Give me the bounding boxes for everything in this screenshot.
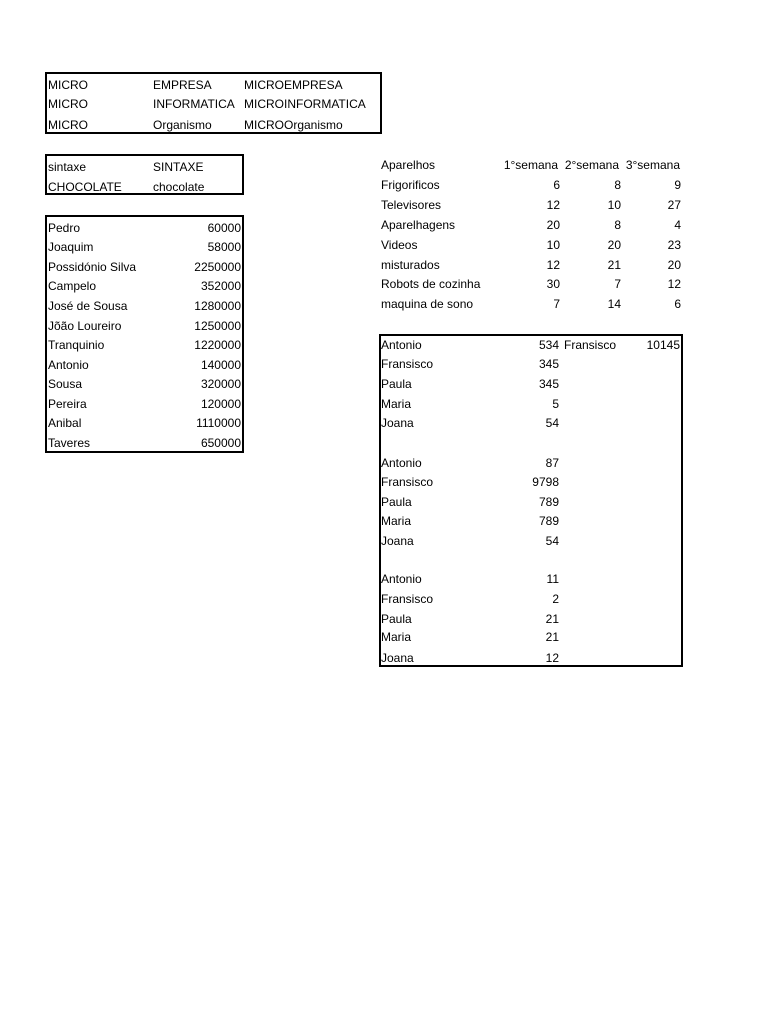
table-row [47, 94, 380, 114]
cell[interactable]: Maria [381, 630, 412, 644]
cell[interactable]: 7 [614, 277, 621, 291]
people-table [45, 215, 244, 453]
cell[interactable]: 30 [546, 277, 560, 291]
cell[interactable]: Joana [381, 416, 414, 430]
table-row [47, 335, 242, 355]
cell[interactable]: 58000 [207, 240, 241, 254]
table-row [381, 492, 681, 512]
cell[interactable]: José de Sousa [48, 299, 128, 313]
cell[interactable]: Videos [381, 238, 418, 252]
cell[interactable]: Organismo [153, 118, 212, 132]
table-row [47, 374, 242, 394]
table-row [380, 274, 682, 294]
cell[interactable]: MICRO [48, 97, 88, 111]
table-row [380, 175, 682, 195]
cell[interactable]: Antonio [381, 456, 422, 470]
table-row [381, 627, 681, 647]
cell[interactable]: 27 [667, 198, 681, 212]
cell[interactable]: 789 [538, 495, 559, 509]
cell[interactable]: Paula [381, 377, 412, 391]
table-header-row [380, 155, 682, 175]
cell[interactable]: Fransisco [381, 357, 434, 371]
cell[interactable]: 20 [546, 218, 560, 232]
table-row [381, 531, 681, 551]
cell[interactable]: Pereira [48, 397, 87, 411]
cell[interactable]: 87 [545, 456, 559, 470]
table-row [47, 218, 242, 238]
cell[interactable]: 4 [674, 218, 681, 232]
cell[interactable]: 650000 [200, 436, 241, 450]
table-row [47, 296, 242, 316]
cell[interactable]: 14 [607, 297, 621, 311]
cell[interactable]: Sousa [48, 377, 83, 391]
table-row [47, 355, 242, 375]
table-row [381, 589, 681, 609]
table-row [47, 257, 242, 277]
cell[interactable]: Maria [381, 397, 412, 411]
column-header[interactable]: 3°semana [625, 158, 680, 172]
cell[interactable]: Fransisco [381, 592, 434, 606]
table-row [380, 215, 682, 235]
cell[interactable]: 20 [667, 258, 681, 272]
cell[interactable]: 345 [538, 377, 559, 391]
cell[interactable]: Joana [381, 534, 414, 548]
cell[interactable]: 8 [614, 178, 621, 192]
cell[interactable]: 6 [674, 297, 681, 311]
cell[interactable]: 23 [667, 238, 681, 252]
column-header[interactable]: Aparelhos [381, 158, 436, 172]
cell[interactable]: 9 [674, 178, 681, 192]
cell[interactable]: 1110000 [196, 416, 241, 430]
table-row [380, 235, 682, 255]
cell[interactable]: 21 [607, 258, 621, 272]
cell[interactable]: SINTAXE [153, 160, 204, 174]
cell[interactable]: 12 [546, 258, 560, 272]
cell[interactable]: 10 [546, 238, 560, 252]
cell[interactable]: 21 [545, 612, 559, 626]
table-row [381, 335, 681, 355]
cell[interactable]: INFORMATICA [153, 97, 235, 111]
table-row [47, 276, 242, 296]
table-row [381, 569, 681, 589]
cell[interactable]: Joaquim [48, 240, 94, 254]
cell[interactable]: EMPRESA [153, 78, 212, 92]
table-row [47, 433, 242, 453]
cell[interactable]: 320000 [200, 377, 241, 391]
cell[interactable]: Televisores [381, 198, 442, 212]
cell[interactable]: 1220000 [194, 338, 241, 352]
table-row [381, 354, 681, 374]
table-row [381, 374, 681, 394]
cell[interactable]: 60000 [207, 221, 241, 235]
table-row [381, 394, 681, 414]
table-row [381, 511, 681, 531]
cell[interactable]: 54 [545, 534, 559, 548]
cell[interactable]: chocolate [153, 180, 205, 194]
cell[interactable]: Frigorificos [381, 178, 440, 192]
case-table [45, 154, 244, 195]
cell[interactable]: 20 [607, 238, 621, 252]
cell[interactable]: 5 [552, 397, 559, 411]
cell[interactable]: 8 [614, 218, 621, 232]
cell[interactable]: Paula [381, 612, 412, 626]
cell[interactable]: Taveres [48, 436, 91, 450]
column-header[interactable]: 1°semana [503, 158, 558, 172]
cell[interactable]: MICROINFORMATICA [244, 97, 366, 111]
table-row [381, 609, 681, 629]
cell[interactable]: 140000 [200, 358, 241, 372]
cell[interactable]: 12 [667, 277, 681, 291]
cell[interactable]: 6 [553, 178, 560, 192]
table-row [47, 316, 242, 336]
cell[interactable]: sintaxe [48, 160, 87, 174]
cell[interactable]: 534 [538, 338, 559, 352]
table-row [380, 195, 682, 215]
table-row [47, 157, 242, 177]
cell[interactable]: MICRO [48, 118, 88, 132]
micro-table [45, 72, 382, 134]
cell[interactable]: 120000 [200, 397, 241, 411]
table-row [380, 255, 682, 275]
lookup-label[interactable]: Fransisco [564, 338, 617, 352]
cell[interactable]: 352000 [200, 279, 241, 293]
cell[interactable]: 2 [552, 592, 559, 606]
table-row [47, 75, 380, 95]
cell[interactable]: 9798 [532, 475, 559, 489]
cell[interactable]: 345 [538, 357, 559, 371]
cell[interactable]: MICRO [48, 78, 88, 92]
cell[interactable]: Robots de cozinha [381, 277, 481, 291]
cell[interactable]: 1250000 [194, 319, 241, 333]
column-header[interactable]: 2°semana [564, 158, 619, 172]
table-row [381, 413, 681, 433]
cell[interactable]: Paula [381, 495, 412, 509]
table-row [47, 115, 380, 135]
table-row [47, 177, 242, 197]
lookup-value[interactable]: 10145 [646, 338, 680, 352]
cell[interactable]: Anibal [48, 416, 82, 430]
cell[interactable]: 789 [538, 514, 559, 528]
cell[interactable]: Antonio [48, 358, 89, 372]
cell[interactable]: Maria [381, 514, 412, 528]
table-row [47, 413, 242, 433]
names-table [379, 334, 683, 667]
cell[interactable]: 2250000 [194, 260, 241, 274]
cell[interactable]: maquina de sono [381, 297, 474, 311]
cell[interactable]: 12 [545, 651, 559, 665]
cell[interactable]: Possidónio Silva [48, 260, 137, 274]
cell[interactable]: 1280000 [194, 299, 241, 313]
table-row [380, 294, 682, 314]
cell[interactable]: misturados [381, 258, 440, 272]
cell[interactable]: Jõão Loureiro [48, 319, 122, 333]
table-row [47, 237, 242, 257]
cell[interactable]: 7 [553, 297, 560, 311]
cell[interactable]: Joana [381, 651, 414, 665]
cell[interactable]: Campelo [48, 279, 97, 293]
cell[interactable]: 11 [546, 572, 559, 586]
table-row [381, 648, 681, 668]
cell[interactable]: MICROOrganismo [244, 118, 343, 132]
appliances-table [380, 155, 682, 315]
cell[interactable]: 10 [607, 198, 621, 212]
table-row [47, 394, 242, 414]
cell[interactable]: Antonio [381, 338, 422, 352]
cell[interactable]: Pedro [48, 221, 81, 235]
cell[interactable]: 54 [545, 416, 559, 430]
cell[interactable]: MICROEMPRESA [244, 78, 343, 92]
cell[interactable]: Antonio [381, 572, 422, 586]
table-row [381, 472, 681, 492]
table-row [381, 453, 681, 473]
cell[interactable]: Aparelhagens [381, 218, 456, 232]
cell[interactable]: Tranquinio [48, 338, 105, 352]
cell[interactable]: 12 [546, 198, 560, 212]
cell[interactable]: 21 [545, 630, 559, 644]
cell[interactable]: CHOCOLATE [48, 180, 122, 194]
cell[interactable]: Fransisco [381, 475, 434, 489]
